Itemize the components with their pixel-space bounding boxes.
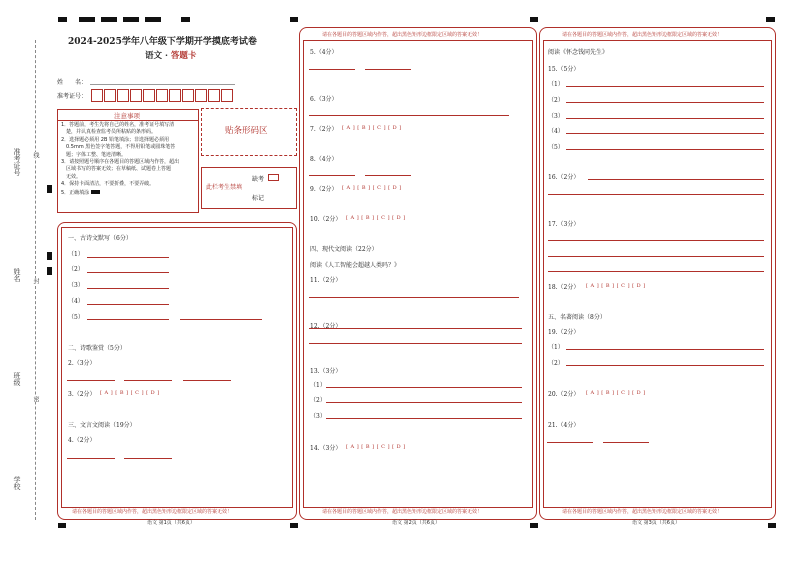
fill-example-mark xyxy=(91,190,100,194)
page-title: 2024-2025学年八年级下学期开学摸底考试卷 xyxy=(68,37,257,47)
notes-line: 题；字体工整、笔迹清晰。 xyxy=(66,151,127,158)
q12-answer-line[interactable] xyxy=(309,328,522,329)
side-name-label: 姓名 xyxy=(13,268,21,282)
exam-no-digit-box[interactable] xyxy=(208,89,220,102)
q18-choices[interactable]: [ A ] [ B ] [ C ] [ D ] xyxy=(586,283,646,289)
q12-label: 12.（2分） xyxy=(310,323,342,330)
registration-mark xyxy=(530,523,538,528)
absent-note: 此栏考生禁填 xyxy=(206,184,243,191)
q20-choices[interactable]: [ A ] [ B ] [ C ] [ D ] xyxy=(586,390,646,396)
seal-fold-char: 封 xyxy=(32,278,39,284)
q15-answer-line[interactable] xyxy=(566,149,764,150)
notes-line: 4．保持卡面清洁，不要折叠，不要弄破。 xyxy=(61,181,155,188)
registration-mark xyxy=(58,523,66,528)
q15-answer-line[interactable] xyxy=(566,118,764,119)
seal-line-char: 线 xyxy=(32,152,39,158)
q15-item-label: （2） xyxy=(548,97,564,104)
q2-label: 2.（3分） xyxy=(68,360,96,367)
q17-answer-line[interactable] xyxy=(548,271,764,272)
exam-no-digit-box[interactable] xyxy=(169,89,181,102)
registration-mark xyxy=(47,252,52,260)
q13-answer-line[interactable] xyxy=(326,387,522,388)
q17-answer-line[interactable] xyxy=(548,240,764,241)
registration-mark xyxy=(58,17,67,22)
registration-mark xyxy=(79,17,95,22)
q10-choices[interactable]: [ A ] [ B ] [ C ] [ D ] xyxy=(346,215,406,221)
footer-page-1: 语文 第1页（共6页） xyxy=(147,520,195,526)
q8-answer-line[interactable] xyxy=(309,175,355,176)
exam-no-digit-box[interactable] xyxy=(182,89,194,102)
notes-box xyxy=(57,109,199,213)
footer-page-2: 语文 第2页（共6页） xyxy=(392,520,440,526)
s1-answer-line[interactable] xyxy=(87,272,169,273)
q9-label: 9.（2分） xyxy=(310,186,338,193)
exam-no-digit-box[interactable] xyxy=(221,89,233,102)
absent-mark-label: 标记 xyxy=(252,195,265,202)
registration-mark xyxy=(101,17,117,22)
section-3-title: 三、文言文阅读（19分） xyxy=(68,422,136,429)
warning-banner-bottom-2: 请在各题目的答题区域内作答，超出黑色矩形边框限定区域的答案无效！ xyxy=(322,509,483,515)
side-exam-no-label: 准考证号 xyxy=(13,148,21,176)
exam-no-boxes[interactable] xyxy=(91,89,236,100)
exam-no-digit-box[interactable] xyxy=(143,89,155,102)
q15-answer-line[interactable] xyxy=(566,102,764,103)
q19-item-label: （1） xyxy=(548,344,564,351)
notes-line: 区域书写的答案无效；在草稿纸、试题卷上答题 xyxy=(66,166,172,173)
q9-choices[interactable]: [ A ] [ B ] [ C ] [ D ] xyxy=(342,185,402,191)
registration-mark xyxy=(47,267,52,275)
q13-answer-line[interactable] xyxy=(326,418,522,419)
fill-example-label: 5．正确填涂 xyxy=(61,189,90,196)
q8-label: 8.（4分） xyxy=(310,156,338,163)
q3-choices[interactable]: [ A ] [ B ] [ C ] [ D ] xyxy=(100,390,160,396)
section-4-reading: 阅读《人工智能会超越人类吗？》 xyxy=(310,262,401,269)
warning-banner-1: 请在各题目的答题区域内作答，超出黑色矩形边框限定区域的答案无效！ xyxy=(72,509,233,515)
q21-label: 21.（4分） xyxy=(548,422,580,429)
q4-label: 4.（2分） xyxy=(68,437,96,444)
q13-item-label: （2） xyxy=(310,397,326,404)
s1-item-label: （5） xyxy=(68,314,84,321)
q3-label: 3.（2分） xyxy=(68,391,96,398)
notes-line: 0.5mm 黑色签字笔答题，不得用铅笔或圆珠笔答 xyxy=(66,144,176,151)
exam-no-digit-box[interactable] xyxy=(195,89,207,102)
absent-label: 缺考 xyxy=(252,176,265,183)
q11-answer-line[interactable] xyxy=(309,297,519,298)
exam-no-digit-box[interactable] xyxy=(91,89,103,102)
q21-answer-line[interactable] xyxy=(547,442,593,443)
q15-item-label: （4） xyxy=(548,128,564,135)
name-input[interactable] xyxy=(90,84,235,85)
notes-line: 无效。 xyxy=(66,173,82,180)
exam-no-label: 准考证号： xyxy=(57,93,88,100)
q6-label: 6.（3分） xyxy=(310,96,338,103)
notes-line xyxy=(61,190,196,197)
registration-mark xyxy=(290,17,298,22)
q13-item-label: （1） xyxy=(310,382,326,389)
q16-label: 16.（2分） xyxy=(548,174,580,181)
notes-line: 2．选择题必须用 2B 铅笔填涂；非选择题必须用 xyxy=(61,136,169,143)
section-2-title: 二、诗歌鉴赏（5分） xyxy=(68,345,126,352)
q13-answer-line[interactable] xyxy=(326,402,522,403)
registration-mark xyxy=(768,523,776,528)
s1-answer-line[interactable] xyxy=(87,304,169,305)
q17-label: 17.（3分） xyxy=(548,221,580,228)
exam-no-digit-box[interactable] xyxy=(117,89,129,102)
absent-checkbox[interactable] xyxy=(268,174,279,181)
registration-mark xyxy=(145,17,161,22)
s1-answer-line[interactable] xyxy=(87,319,169,320)
q14-label: 14.（3分） xyxy=(310,445,342,452)
registration-mark xyxy=(530,17,538,22)
exam-no-digit-box[interactable] xyxy=(130,89,142,102)
registration-mark xyxy=(47,185,52,193)
q18-label: 18.（2分） xyxy=(548,284,580,291)
registration-mark xyxy=(766,17,775,22)
q19-answer-line[interactable] xyxy=(566,365,764,366)
registration-mark xyxy=(181,17,190,22)
q17-answer-line[interactable] xyxy=(548,256,764,257)
q16-answer-line[interactable] xyxy=(588,179,764,180)
q16-answer-line[interactable] xyxy=(548,194,764,195)
side-class-label: 班级 xyxy=(13,372,21,386)
q19-label: 19.（2分） xyxy=(548,329,580,336)
s1-answer-line[interactable] xyxy=(87,288,169,289)
q15-answer-line[interactable] xyxy=(566,133,764,134)
warning-banner-top-2: 请在各题目的答题区域内作答，超出黑色矩形边框限定区域的答案无效！ xyxy=(322,32,483,38)
seal-close-char: 密 xyxy=(32,396,39,402)
q15-item-label: （5） xyxy=(548,144,564,151)
q2-answer-line[interactable] xyxy=(67,380,115,381)
s1-item-label: （3） xyxy=(68,282,84,289)
q15-item-label: （1） xyxy=(548,81,564,88)
q4-answer-line[interactable] xyxy=(124,458,172,459)
notes-title: 注意事项 xyxy=(114,112,140,120)
q21-answer-line[interactable] xyxy=(603,442,649,443)
q11-label: 11.（2分） xyxy=(310,277,342,284)
notes-line: 3．请按照题号顺序在各题目的答题区域内作答，超出 xyxy=(61,159,180,166)
q5-answer-line[interactable] xyxy=(309,69,355,70)
subtitle-subject: 语文 · xyxy=(145,51,171,61)
name-label: 姓 名： xyxy=(57,79,88,86)
section-4-title: 四、现代文阅读（22分） xyxy=(310,246,378,253)
q13-item-label: （3） xyxy=(310,413,326,420)
q10-label: 10.（2分） xyxy=(310,216,342,223)
warning-banner-bottom-3: 请在各题目的答题区域内作答，超出黑色矩形边框限定区域的答案无效！ xyxy=(562,509,723,515)
s1-answer-line[interactable] xyxy=(87,257,169,258)
s1-item-label: （1） xyxy=(68,251,84,258)
section-3-reading: 阅读《怀念钱同先生》 xyxy=(548,49,609,56)
q2-answer-line[interactable] xyxy=(124,380,172,381)
q15-answer-line[interactable] xyxy=(566,86,764,87)
page-subtitle xyxy=(145,49,196,61)
q19-item-label: （2） xyxy=(548,360,564,367)
q4-answer-line[interactable] xyxy=(67,458,115,459)
q15-label: 15.（5分） xyxy=(548,66,580,73)
barcode-label: 贴条形码区 xyxy=(225,126,268,136)
q14-choices[interactable]: [ A ] [ B ] [ C ] [ D ] xyxy=(346,444,406,450)
q8-answer-line[interactable] xyxy=(365,175,411,176)
answer-region-1 xyxy=(61,227,293,508)
answer-region-2 xyxy=(303,40,533,508)
subtitle-answer-sheet: 答题卡 xyxy=(170,51,197,61)
q12-answer-line[interactable] xyxy=(309,343,522,344)
notes-line: 楚，并认真检查监考员所粘贴的条形码。 xyxy=(66,129,157,136)
q5-label: 5.（4分） xyxy=(310,49,338,56)
q20-label: 20.（2分） xyxy=(548,391,580,398)
q5-answer-line[interactable] xyxy=(365,69,411,70)
exam-no-digit-box[interactable] xyxy=(156,89,168,102)
q7-label: 7.（2分） xyxy=(310,126,338,133)
notes-line: 1．答题前，考生先将自己的姓名，准考证号填写清 xyxy=(61,122,175,128)
s1-answer-line[interactable] xyxy=(180,319,262,320)
exam-no-digit-box[interactable] xyxy=(104,89,116,102)
answer-region-3 xyxy=(543,40,772,508)
q6-answer-line[interactable] xyxy=(309,115,509,116)
q7-choices[interactable]: [ A ] [ B ] [ C ] [ D ] xyxy=(342,125,402,131)
footer-page-3: 语文 第3页（共6页） xyxy=(632,520,680,526)
warning-banner-top-3: 请在各题目的答题区域内作答，超出黑色矩形边框限定区域的答案无效！ xyxy=(562,32,723,38)
q2-answer-line[interactable] xyxy=(183,380,231,381)
s1-item-label: （2） xyxy=(68,266,84,273)
side-school-label: 学校 xyxy=(13,476,21,490)
section-5-title: 五、名著阅读（8分） xyxy=(548,314,606,321)
registration-mark xyxy=(123,17,139,22)
notes-list xyxy=(61,122,196,197)
s1-item-label: （4） xyxy=(68,298,84,305)
section-1-title: 一、古诗文默写（6分） xyxy=(68,235,132,242)
registration-mark xyxy=(290,523,298,528)
q13-label: 13.（3分） xyxy=(310,368,342,375)
q15-item-label: （3） xyxy=(548,113,564,120)
q19-answer-line[interactable] xyxy=(566,349,764,350)
